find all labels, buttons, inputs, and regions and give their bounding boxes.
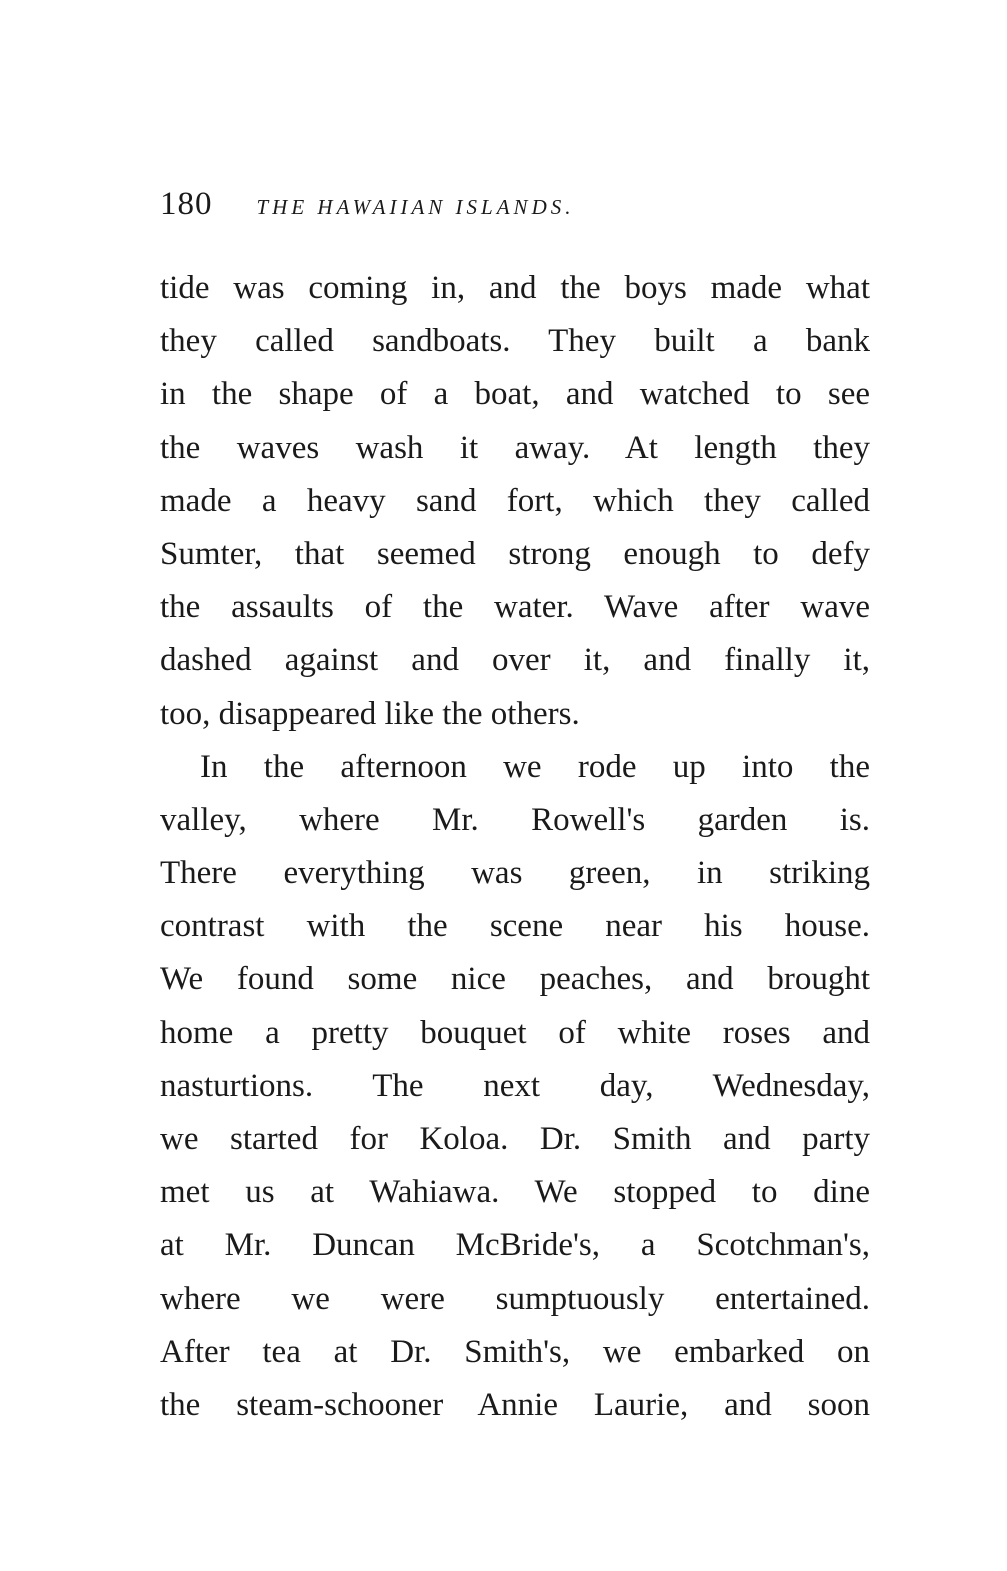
paragraph — [160, 262, 870, 741]
text-line: tide was coming in, and the boys made what — [160, 270, 870, 306]
page-body — [160, 262, 870, 1432]
text-line: the steam-schooner Annie Laurie, and soon — [160, 1386, 870, 1423]
text-line: made a heavy sand fort, which they called — [160, 482, 870, 519]
text-line: at Mr. Duncan McBride's, a Scotchman's, — [160, 1227, 870, 1264]
text-line: too, disappeared like the others. — [160, 695, 580, 732]
text-line: valley, where Mr. Rowell's garden is. — [160, 801, 870, 838]
text-line: where we were sumptuously entertained. — [160, 1280, 870, 1317]
text-line: Sumter, that seemed strong enough to defy — [160, 535, 870, 572]
text-line: we started for Koloa. Dr. Smith and party — [160, 1121, 870, 1157]
text-line: home a pretty bouquet of white roses and — [160, 1014, 870, 1051]
paragraph — [160, 741, 870, 1432]
text-line: In the afternoon we rode up into the — [200, 748, 870, 785]
page-header — [160, 186, 872, 230]
text-line: There everything was green, in striking — [160, 855, 870, 892]
text-line: We found some nice peaches, and brought — [160, 961, 870, 998]
text-line: After tea at Dr. Smith's, we embarked on — [160, 1333, 870, 1370]
text-line: contrast with the scene near his house. — [160, 908, 870, 945]
text-line: nasturtions. The next day, Wednesday, — [160, 1067, 870, 1104]
text-line: in the shape of a boat, and watched to see — [160, 376, 870, 413]
text-line: the waves wash it away. At length they — [160, 429, 870, 466]
text-line: they called sandboats. They built a bank — [160, 323, 870, 360]
text-line: dashed against and over it, and finally it, — [160, 642, 870, 679]
page-number: 180 — [160, 186, 213, 222]
running-title: THE HAWAIIAN ISLANDS. — [256, 195, 575, 219]
text-line: the assaults of the water. Wave after wave — [160, 589, 870, 626]
text-line: met us at Wahiawa. We stopped to dine — [160, 1174, 870, 1211]
